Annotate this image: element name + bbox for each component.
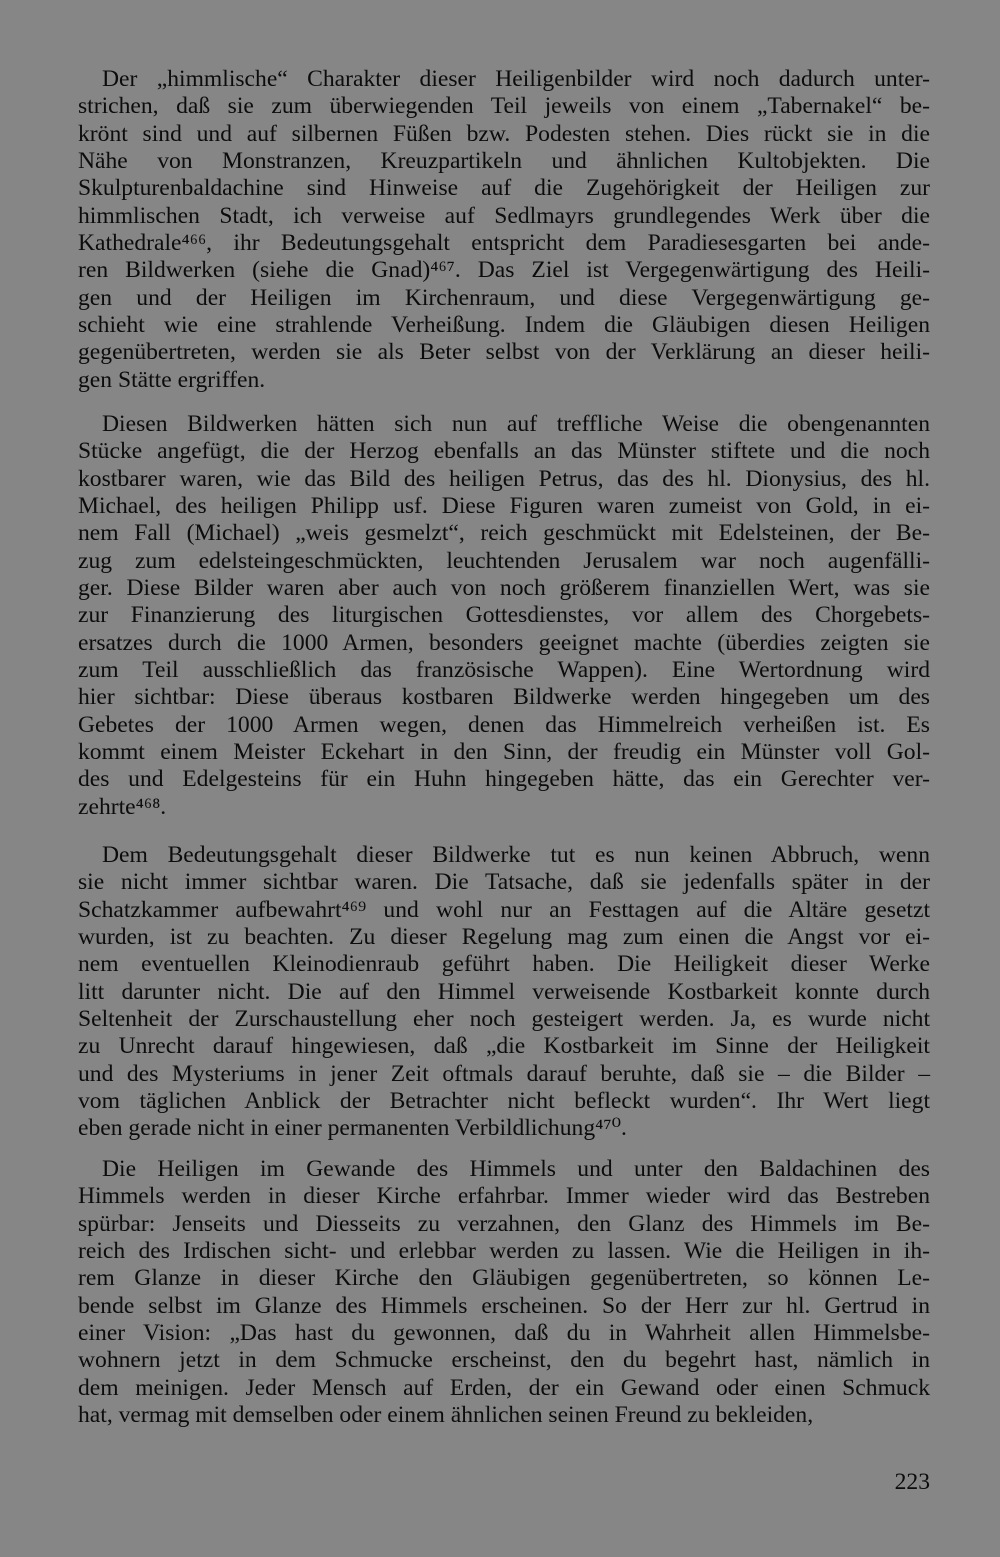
text-line: nem Fall (Michael) „weis gesmelzt“, reich geschmückt mit Edelsteinen, der Be- (78, 520, 930, 547)
text-line: Seltenheit der Zurschaustellung eher noch gesteigert werden. Ja, es wurde nicht (78, 1006, 930, 1033)
text-line: einer Vision: „Das hast du gewonnen, daß du in Wahrheit allen Himmelsbe- (78, 1320, 930, 1347)
paragraph-2 (78, 411, 930, 821)
text-line: ersatzes durch die 1000 Armen, besonders geeignet machte (überdies zeigten sie (78, 629, 930, 656)
text-line: reich des Irdischen sicht- und erlebbar werden zu lassen. Wie die Heiligen in ih- (78, 1238, 930, 1265)
text-line: zug zum edelsteingeschmückten, leuchtenden Jerusalem war noch augenfälli- (78, 547, 930, 574)
text-line: zehrte⁴⁶⁸. (78, 793, 167, 820)
paragraph-4 (78, 1156, 930, 1429)
text-line: Gebetes der 1000 Armen wegen, denen das Himmelreich verheißen ist. Es (78, 711, 930, 738)
text-line: gegenübertreten, werden sie als Beter selbst von der Verklärung an dieser heili- (78, 339, 930, 366)
text-line: nem eventuellen Kleinodienraub geführt haben. Die Heiligkeit dieser Werke (78, 951, 930, 978)
text-line: Nähe von Monstranzen, Kreuzpartikeln und ähnlichen Kultobjekten. Die (78, 148, 930, 175)
text-line: kommt einem Meister Eckehart in den Sinn, der freudig ein Münster voll Gol- (78, 739, 930, 766)
text-line: Michael, des heiligen Philipp usf. Diese Figuren waren zumeist von Gold, in ei- (78, 493, 930, 520)
text-line: Kathedrale⁴⁶⁶, ihr Bedeutungsgehalt entspricht dem Paradiesesgarten bei ande- (78, 230, 930, 257)
text-line: rem Glanze in dieser Kirche den Gläubigen gegenübertreten, so können Le- (78, 1265, 930, 1292)
text-line: Schatzkammer aufbewahrt⁴⁶⁹ und wohl nur an Festtagen auf die Altäre gesetzt (78, 896, 930, 923)
text-line: vom täglichen Anblick der Betrachter nicht befleckt wurden“. Ihr Wert liegt (78, 1088, 930, 1115)
text-line: wurden, ist zu beachten. Zu dieser Regelung mag zum einen die Angst vor ei- (78, 924, 930, 951)
text-line: Skulpturenbaldachine sind Hinweise auf die Zugehörigkeit der Heiligen zur (78, 175, 930, 202)
text-line: bende selbst im Glanze des Himmels erscheinen. So der Herr zur hl. Gertrud in (78, 1292, 930, 1319)
text-line: ren Bildwerken (siehe die Gnad)⁴⁶⁷. Das Ziel ist Vergegenwärtigung des Heili- (78, 257, 930, 284)
text-line: ger. Diese Bilder waren aber auch von noch größerem finanziellen Wert, was sie (78, 575, 930, 602)
text-line: kostbarer waren, wie das Bild des heiligen Petrus, das des hl. Dionysius, des hl. (78, 465, 930, 492)
text-line: Der „himmlische“ Charakter dieser Heiligenbilder wird noch dadurch unter- (102, 66, 930, 92)
text-line: zur Finanzierung des liturgischen Gottesdienstes, vor allem des Chorgebets- (78, 602, 930, 629)
text-line: wohnern jetzt in dem Schmucke erscheinst, den du begehrt hast, nämlich in (78, 1347, 930, 1374)
text-line: krönt sind und auf silbernen Füßen bzw. Podesten stehen. Dies rückt sie in die (78, 120, 930, 147)
text-line: gen und der Heiligen im Kirchenraum, und diese Vergegenwärtigung ge- (78, 284, 930, 311)
text-line: strichen, daß sie zum überwiegenden Teil jeweils von einem „Tabernakel“ be- (78, 93, 930, 120)
text-line: zum Teil ausschließlich das französische Wappen). Eine Wertordnung wird (78, 657, 930, 684)
text-line: Himmels werden in dieser Kirche erfahrbar. Immer wieder wird das Bestreben (78, 1183, 930, 1210)
page-number: 223 (894, 1469, 930, 1495)
text-line: hier sichtbar: Diese überaus kostbaren Bildwerke werden hingegeben um des (78, 684, 930, 711)
paragraph-3 (78, 842, 930, 1143)
text-line: zu Unrecht darauf hingewiesen, daß „die Kostbarkeit im Sinne der Heiligkeit (78, 1033, 930, 1060)
text-line: dem meinigen. Jeder Mensch auf Erden, der ein Gewand oder einen Schmuck (78, 1374, 930, 1401)
text-line: spürbar: Jenseits und Diesseits zu verzahnen, den Glanz des Himmels im Be- (78, 1210, 930, 1237)
text-line: eben gerade nicht in einer permanenten Verbildlichung⁴⁷⁰. (78, 1115, 627, 1142)
paragraph-1 (78, 66, 930, 394)
text-line: Die Heiligen im Gewande des Himmels und unter den Baldachinen des (102, 1156, 930, 1182)
text-line: litt darunter nicht. Die auf den Himmel verweisende Kostbarkeit konnte durch (78, 978, 930, 1005)
text-line: gen Stätte ergriffen. (78, 366, 266, 393)
text-line: und des Mysteriums in jener Zeit oftmals darauf beruhte, daß sie – die Bilder – (78, 1060, 930, 1087)
text-line: himmlischen Stadt, ich verweise auf Sedlmayrs grundlegendes Werk über die (78, 202, 930, 229)
text-line: Dem Bedeutungsgehalt dieser Bildwerke tut es nun keinen Abbruch, wenn (102, 842, 930, 868)
text-line: schieht wie eine strahlende Verheißung. Indem die Gläubigen diesen Heiligen (78, 312, 930, 339)
text-line: des und Edelgesteins für ein Huhn hingegeben hätte, das ein Gerechter ver- (78, 766, 930, 793)
text-line: hat, vermag mit demselben oder einem ähnlichen seinen Freund zu bekleiden, (78, 1402, 814, 1429)
text-line: Stücke angefügt, die der Herzog ebenfalls an das Münster stiftete und die noch (78, 438, 930, 465)
text-line: sie nicht immer sichtbar waren. Die Tatsache, daß sie jedenfalls später in der (78, 869, 930, 896)
text-line: Diesen Bildwerken hätten sich nun auf treffliche Weise die obengenannten (102, 411, 930, 437)
